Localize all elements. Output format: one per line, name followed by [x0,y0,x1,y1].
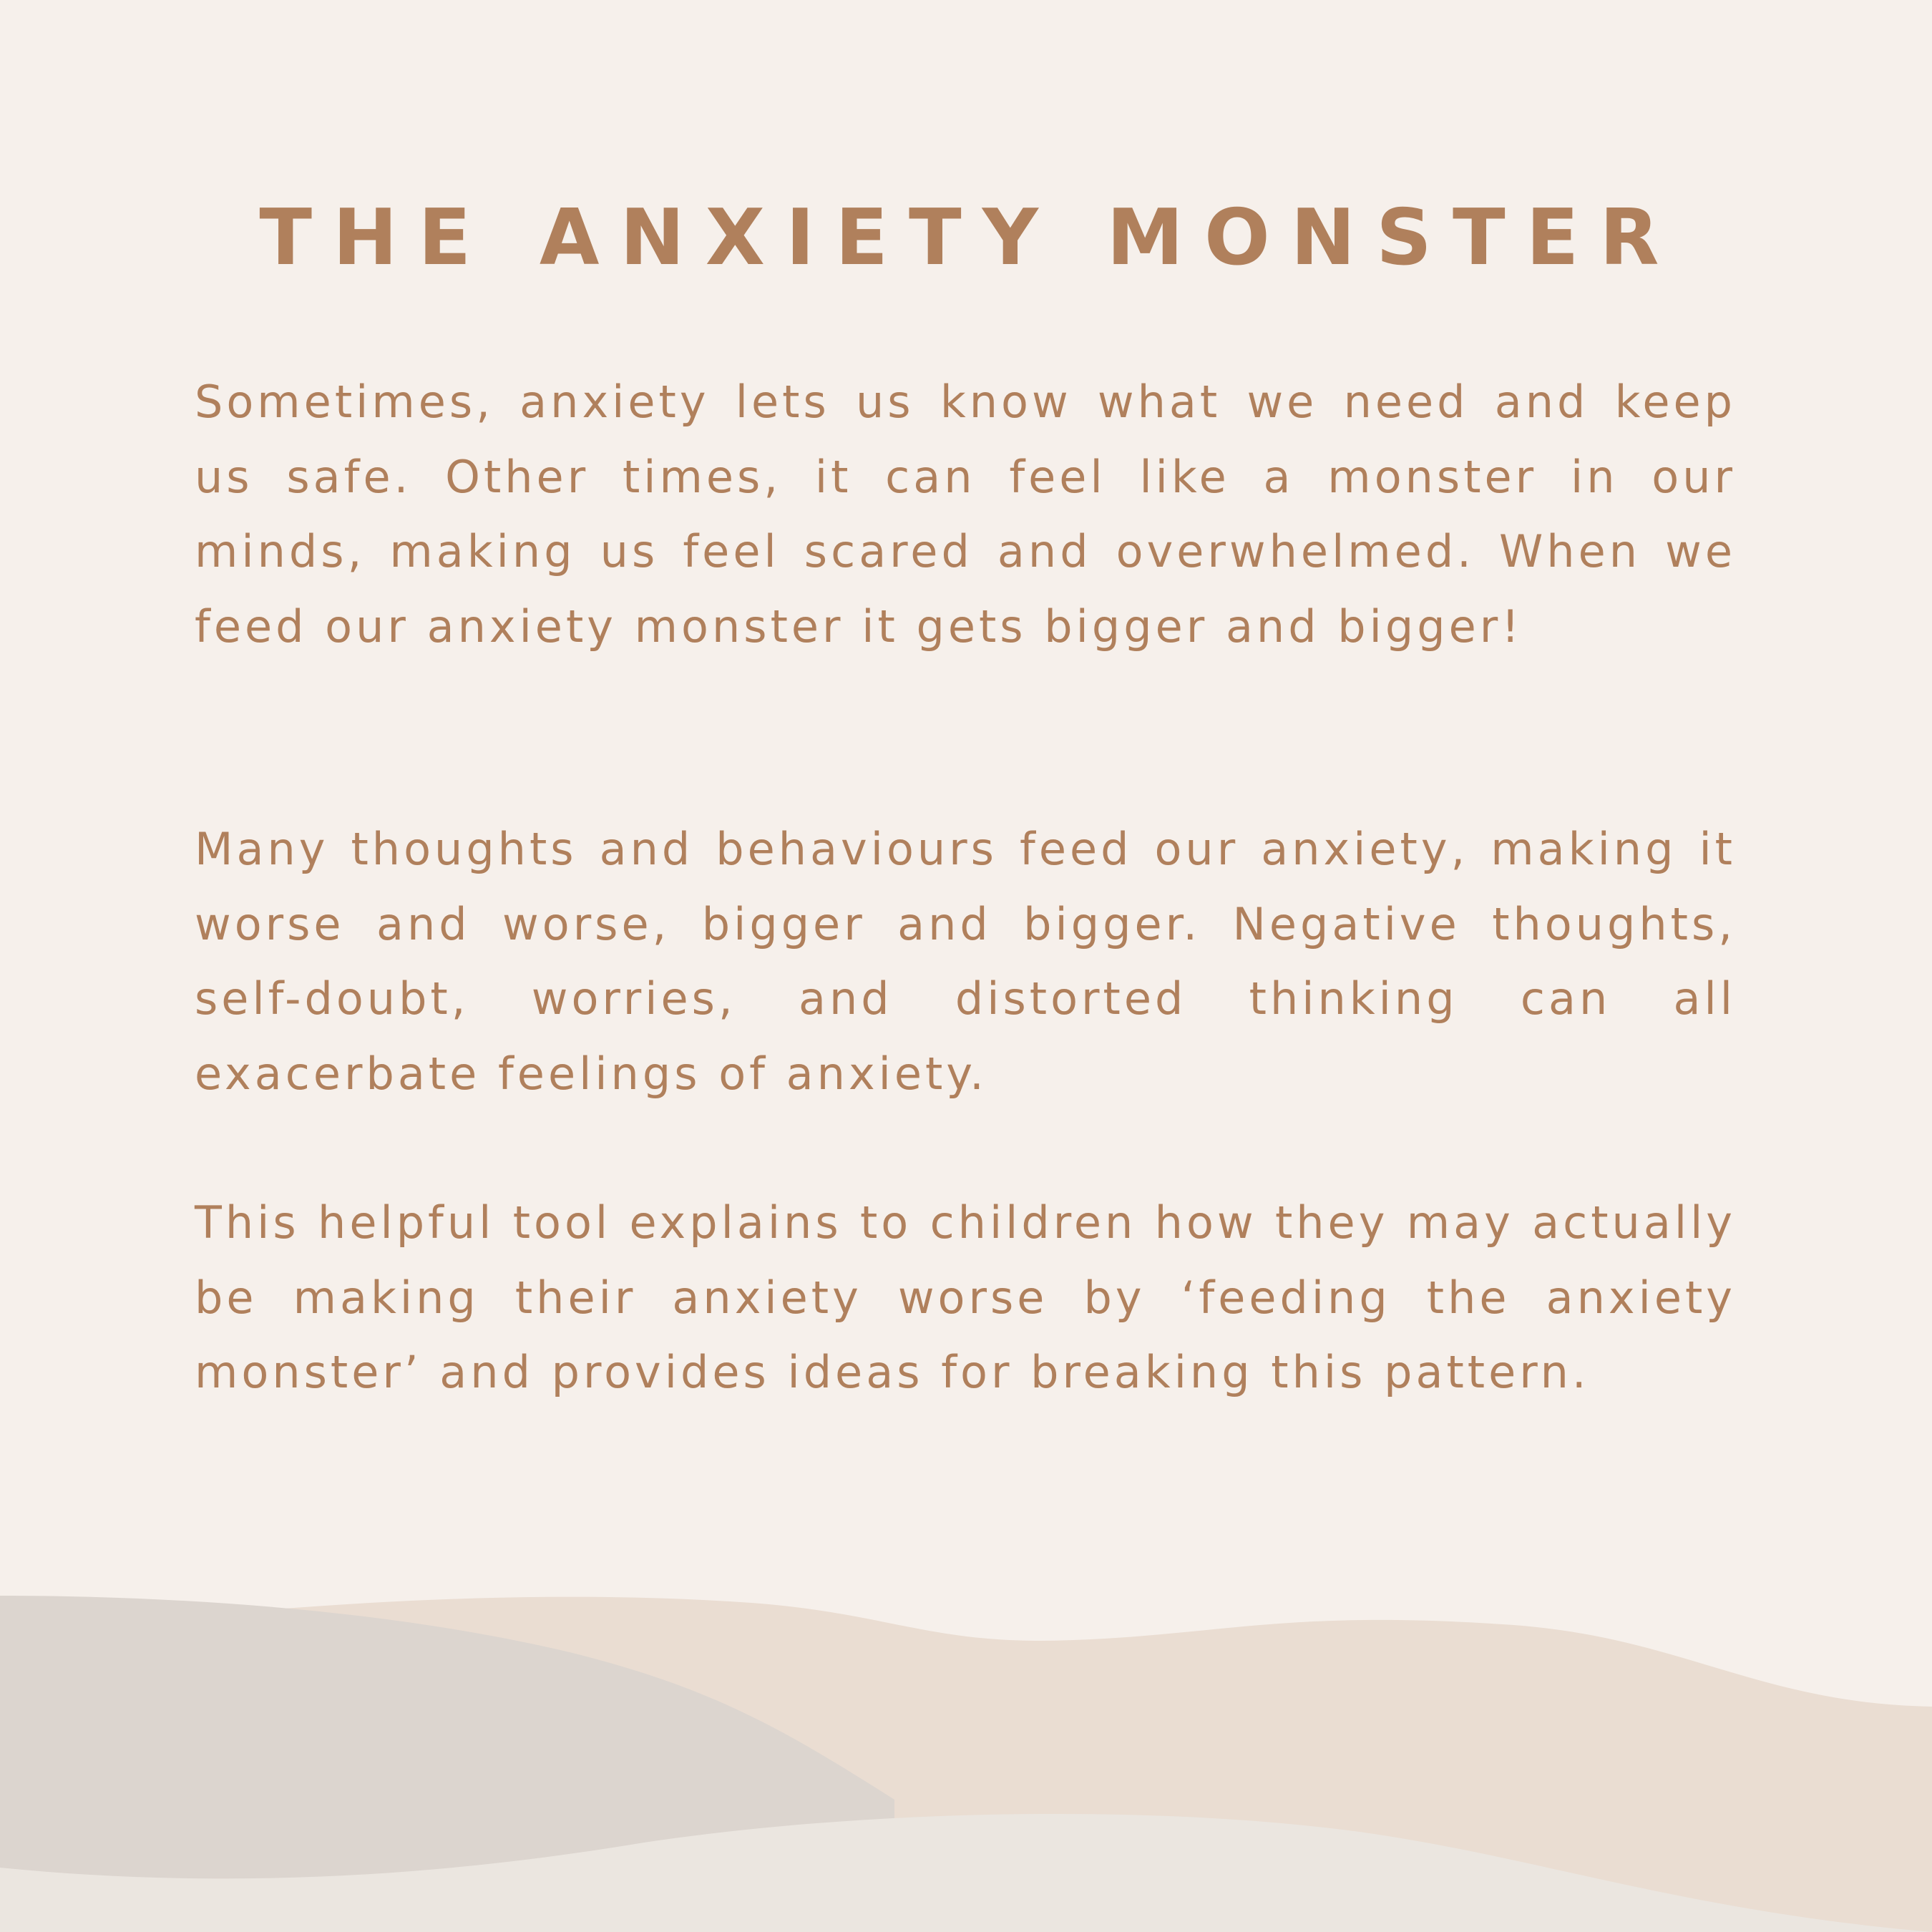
paragraph-intro: Sometimes, anxiety lets us know what we need and keep us safe. Other times, it can feel like a monster in our minds, making us feel scared and overwhelmed. When we feed our anxiety monster it gets bigger and bigger! [195,376,1736,653]
paragraph-feeding: Many thoughts and behaviours feed our anxiety, making it worse and worse, bigger and bigger. Negative thoughts, self-doubt, worries, and distorted thinking can all exacerbate feelings of anxiety. [195,823,1736,1100]
decorative-hills [0,1596,1932,1932]
page-title: THE ANXIETY MONSTER [259,193,1680,283]
paragraph-tool: This helpful tool explains to children how they may actually be making their anxiety worse by ‘feeding the anxiety monster’ and provides ideas for breaking this pattern. [195,1196,1736,1398]
